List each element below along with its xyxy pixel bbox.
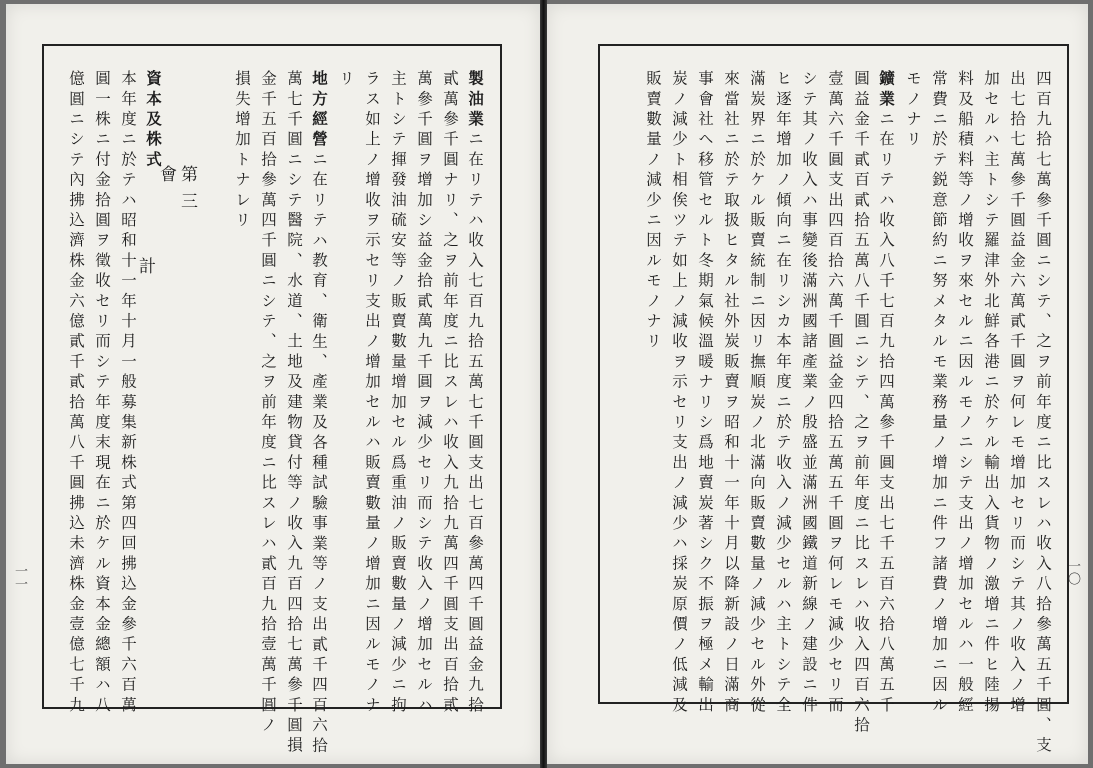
text-column-13: 來當社ニ於テ取扱ヒタル社外炭販賣ヲ昭和十一年十月以降新設ノ日滿商 xyxy=(722,70,740,717)
text-column-1: 製油業ニ在リテハ收入七百九拾五萬七千圓支出七百參萬四千圓益金九拾 xyxy=(466,70,485,717)
text-column-9: 金千五百拾參萬四千圓ニシテ、之ヲ前年度ニ比スレハ貳百九拾壹萬千圓ノ xyxy=(259,70,277,737)
paragraph-heading: 地方經營 xyxy=(310,70,329,151)
paragraph-heading: 鑛業 xyxy=(877,70,896,111)
text-column-7: 鑛業ニ在リテハ收入八千七百九拾四萬參千圓支出七千五百六拾八萬五千 xyxy=(877,70,896,717)
section-column-2: 圓一株ニ付金拾圓ヲ徵收セリ而シテ年度末現在ニ於ケル資本金總額ハ八 xyxy=(93,70,111,717)
text-column-7: 地方經營ニ在リテハ教育、衛生、產業及各種試驗事業等ノ支出貳千四百六拾 xyxy=(310,70,329,757)
text-column-12: 滿炭界ニ於ケル販賣統制ニ因リ撫順炭ノ北滿向販賣數量ノ減少セル外從 xyxy=(748,70,766,717)
text-column-6: モノナリ xyxy=(904,70,922,151)
text-column-6: リ xyxy=(337,70,355,91)
text-column-4: 主トシテ揮發油硫安等ノ販賣數量增加セル爲重油ノ販賣數量ノ減少ニ拘 xyxy=(389,70,407,717)
text-column-2: 貳萬參千圓ナリ、之ヲ前年度ニ比スレハ收入九拾九萬四千圓支出百拾貳 xyxy=(441,70,459,717)
left-page-number: 一一 xyxy=(12,564,27,590)
text-column-16: 販賣數量ノ減少ニ因ルモノナリ xyxy=(644,70,662,353)
right-columns xyxy=(600,46,1067,757)
text-column-8: 萬七千圓ニシテ醫院、水道、土地及建物貸付等ノ收入九百四拾七萬參千圓損 xyxy=(285,70,303,757)
left-page xyxy=(6,4,540,764)
text-column-14: 事會社ヘ移管セルト冬期氣候溫暖ナリシ爲地賣炭著シク不振ヲ極メ輸出 xyxy=(696,70,714,717)
left-text-frame xyxy=(42,44,502,757)
text-column-11: ヒ逐年增加ノ傾向ニ在リシカ本年度ニ於テ收入ノ減少セルハ主トシテ全 xyxy=(774,70,792,717)
left-columns xyxy=(44,46,500,757)
paragraph-heading: 製油業 xyxy=(466,70,485,131)
right-text-frame xyxy=(598,44,1069,757)
section-column-3: 億圓ニシテ內拂込濟株金六億貳千貳拾萬八千圓拂込未濟株金壹億七千九 xyxy=(67,70,85,717)
text-column-4: 料及船積料等ノ增收ヲ來セルニ因ルモノニシテ支出ノ增加セルハ一般經 xyxy=(956,70,974,717)
section-column-1: 本年度ニ於テハ昭和十一年十月一般募集新株式第四回拂込金參千六百萬 xyxy=(119,70,137,717)
blank-column xyxy=(202,70,226,693)
text-column-10: シテ其ノ收入ハ事變後滿洲國諸產業ノ殷盛並滿洲國鐵道新線ノ建設ニ件 xyxy=(800,70,818,717)
text-column-1: 四百九拾七萬參千圓ニシテ、之ヲ前年度ニ比スレハ收入八拾參萬五千圓、支 xyxy=(1034,70,1052,757)
text-column-8: 圓益金千貳百貳拾五萬八千圓ニシテ、之ヲ前年度ニ比スレハ收入四百六拾 xyxy=(852,70,870,737)
right-page-number: 一〇 xyxy=(1065,559,1080,585)
text-column-2: 出七拾七萬參千圓益金六萬貳千圓ヲ何レモ增加セリ而シテ其ノ收入ノ增 xyxy=(1008,70,1026,717)
text-column-15: 炭ノ減少ト相俟ツテ如上ノ減收ヲ示セリ支出ノ減少ハ採炭原價ノ低減及 xyxy=(670,70,688,717)
text-column-10: 損失增加トナレリ xyxy=(233,70,251,232)
book-spine xyxy=(540,0,547,768)
text-column-9: 壹萬六千圓支出四百拾六萬千圓益金四拾五萬五千圓ヲ何レモ減少セリ而 xyxy=(826,70,844,717)
text-column-5: ラス如上ノ增收ヲ示セリ支出ノ增加セルハ販賣數量ノ增加ニ因ルモノナ xyxy=(363,70,381,717)
text-column-3: 加セルハ主トシテ羅津外北鮮各港ニ於ケル輸出入貨物ノ激增ニ件ヒ陸揚 xyxy=(982,70,1000,717)
text-column-5: 常費ニ於テ鋭意節約ニ努メタルモ業務量ノ增加ニ件フ諸費ノ增加ニ因ル xyxy=(930,70,948,717)
chapter-title: 第三 會 計 xyxy=(135,165,197,284)
section-heading: 資本及株式 xyxy=(144,70,163,171)
text-column-3: 萬參千圓ヲ增加シ益金拾貳萬九千圓ヲ減少セリ而シテ收入ノ增加セルハ xyxy=(415,70,433,717)
right-page xyxy=(547,4,1088,764)
